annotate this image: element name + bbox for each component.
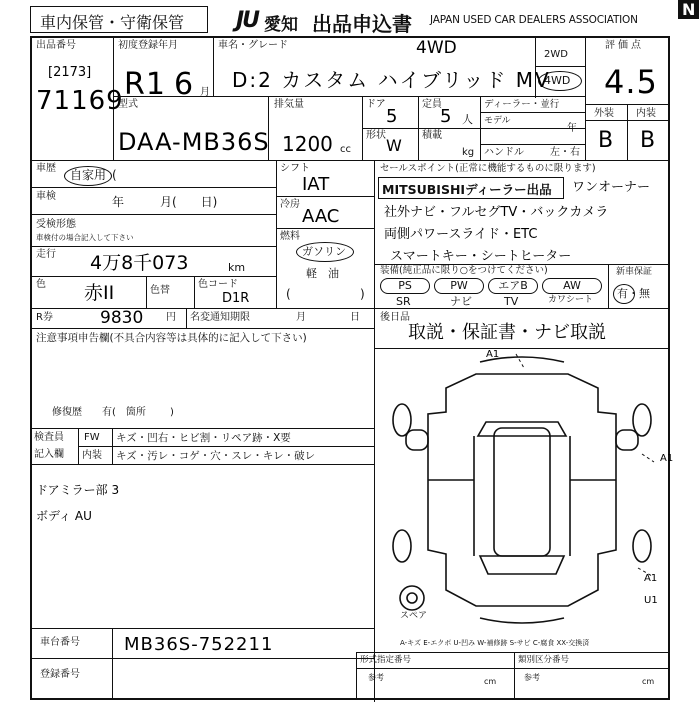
door-label: ドア [366,99,386,110]
receipt-label: 受検形態 [36,219,76,230]
displacement-label: 排気量 [274,99,304,110]
handle-label: ハンドル [484,147,524,158]
month-suffix: 月 [200,87,210,98]
inspect-fw: FW [84,432,100,443]
shift-label: シフト [280,163,310,174]
shape-label: 形状 [366,130,386,141]
load-label: 積載 [422,130,442,141]
wd4-label: 4WD [544,74,571,87]
shape-value: W [386,136,402,155]
interior-label: 内装 [636,108,656,119]
damage-legend: A-キズ E-エクボ U-凹み W-補修跡 S-サビ C-腐食 XX-交換済 [400,639,590,647]
lot-number: 71169 [36,86,124,116]
shift-value: IAT [302,174,330,195]
option-4-code: AW [542,278,602,294]
mileage-label: 走行 [36,249,56,260]
later-docs-label: 後日品 [380,312,410,323]
first-reg-year: R1 [124,67,166,102]
cooler-value: AAC [302,206,340,227]
inspector-label: 検査員 [34,432,64,443]
name-change-day: 日 [350,312,360,323]
inspection-ym: 年 月( 日) [112,195,218,209]
diagram-a1-bottom: A1 [644,573,658,584]
history-value: ( [112,168,117,182]
model-year-label: モデル [484,116,511,126]
sales-point-line3: スマートキー・シートヒーター [390,249,572,264]
org-name: 愛知 [264,15,298,35]
repair-history-label: 修復歴 有( 箇所 [52,407,146,418]
color-code-label: 色コード [198,279,238,290]
ju-logo: JU [236,8,259,33]
first-reg-label: 初度登録年月 [118,40,178,51]
capacity-label: 定員 [422,99,442,110]
first-reg-month: 6 [174,67,195,102]
cm-label-right: cm [642,677,655,686]
color-change-label: 色替 [150,285,170,296]
fuel-gas: ガソリン [302,245,346,258]
drive-4wd: 4WD [416,38,457,58]
later-docs-value: 取説・保証書・ナビ取説 [408,322,606,343]
displacement-value: 1200 [282,132,333,156]
r-ticket-value: 9830 [100,308,144,328]
model-label: 型式 [118,99,138,110]
category-label: 類別区分番号 [518,655,570,665]
score-label: 評価点 [605,40,644,51]
note-line1: ドアミラー部 3 [36,483,120,497]
cm-label-left: cm [484,677,497,686]
name-change-label: 名変通知期限 [190,312,250,323]
car-name-grade: D:2 カスタム ハイブリッド MV [232,68,551,92]
form-title: 出品申込書 [312,12,412,36]
displacement-unit: cc [340,144,351,155]
storage-label: 車内保管・守衛保管 [40,13,185,32]
inspect-interior: 内装 [82,450,102,461]
dealer-badge: MITSUBISHIディーラー出品 [382,182,552,197]
name-change-month: 月 [296,312,306,323]
cooler-label: 冷房 [280,199,300,210]
form-cert-label: 形式指定番号 [360,655,412,665]
one-owner: ワンオーナー [572,180,651,195]
lot-no-label: 出品番号 [36,40,76,51]
sales-point-line2: 両側パワースライド・ETC [384,227,538,242]
private-use: 自家用 [70,168,107,182]
exterior-label: 外装 [594,108,614,119]
sales-points-label: セールスポイント(正常に機能するものに限ります) [380,163,596,174]
spare-label: スペア [400,611,428,621]
color-code-value: D1R [222,291,250,306]
interior-grade: B [640,128,656,153]
year-label: 年 [567,123,577,134]
color-value: 赤II [84,282,115,304]
new-car-warranty-label: 新車保証 [616,267,653,277]
inspect-fw-items: キズ・凹右・ヒビ割・リペア跡・X要 [116,432,291,444]
doors-value: 5 [386,106,398,127]
car-name-label: 車名・グレード [218,40,288,51]
mileage-value: 4万8千073 [90,252,189,274]
score-value: 4.5 [604,63,658,101]
option-1-code: PS [380,278,430,294]
history-label: 車歴 [36,163,56,174]
km-label: km [228,261,246,274]
option-2-name: ナビ [450,295,472,308]
reg-no-label: 登録番号 [40,669,80,680]
model-code: DAA-MB36S [118,128,270,156]
chassis-no-label: 車台番号 [40,637,80,648]
left-right-label: 左・右 [550,147,580,158]
option-3-name: TV [504,295,519,308]
kg-label: kg [462,147,475,158]
receipt-note: 車検付の場合記入して下さい [36,233,134,242]
inspect-int-items: キズ・汚レ・コゲ・穴・スレ・キレ・破レ [116,450,316,462]
yen-label: 円 [166,312,176,323]
diagram-a1-right: A1 [660,453,674,464]
r-ticket-label: R券 [36,312,53,323]
entry-field-label: 記入欄 [34,449,64,460]
dealer-label: ディーラー・並行 [484,99,560,110]
diagram-u1: U1 [644,595,658,606]
option-1-name: SR [396,295,411,308]
inspection-label: 車検 [36,191,56,202]
notes-title: 注意事項申告欄(不具合内容等は具体的に記入して下さい) [36,332,307,344]
n-mark: N [678,0,699,19]
ref-label-right: 参考 [524,673,540,682]
option-3-code: エアB [488,278,538,294]
sales-point-line1: 社外ナビ・フルセグTV・バックカメラ [384,205,609,220]
option-2-code: PW [434,278,484,294]
capacity-unit: 人 [462,113,473,126]
note-line2: ボディ AU [36,509,92,523]
pure-options-label: 装備(純正品に限り○をつけてください) [380,265,548,276]
diagram-a1-top: A1 [486,349,500,360]
warranty-yes-no: 有・無 [617,287,650,300]
color-label: 色 [36,279,46,290]
fuel-label: 燃料 [280,231,300,242]
exterior-grade: B [598,128,614,153]
lot-code: [2173] [48,65,92,80]
car-damage-diagram [376,350,668,640]
wd2-label: 2WD [544,49,568,60]
capacity-value: 5 [440,106,452,127]
option-4-name: カワシート [548,295,594,305]
ref-label-left: 参考 [368,673,384,682]
association-name: JAPAN USED CAR DEALERS ASSOCIATION [430,14,638,26]
chassis-no-value: MB36S-752211 [124,634,274,655]
fuel-diesel: 軽 油 [306,267,339,280]
